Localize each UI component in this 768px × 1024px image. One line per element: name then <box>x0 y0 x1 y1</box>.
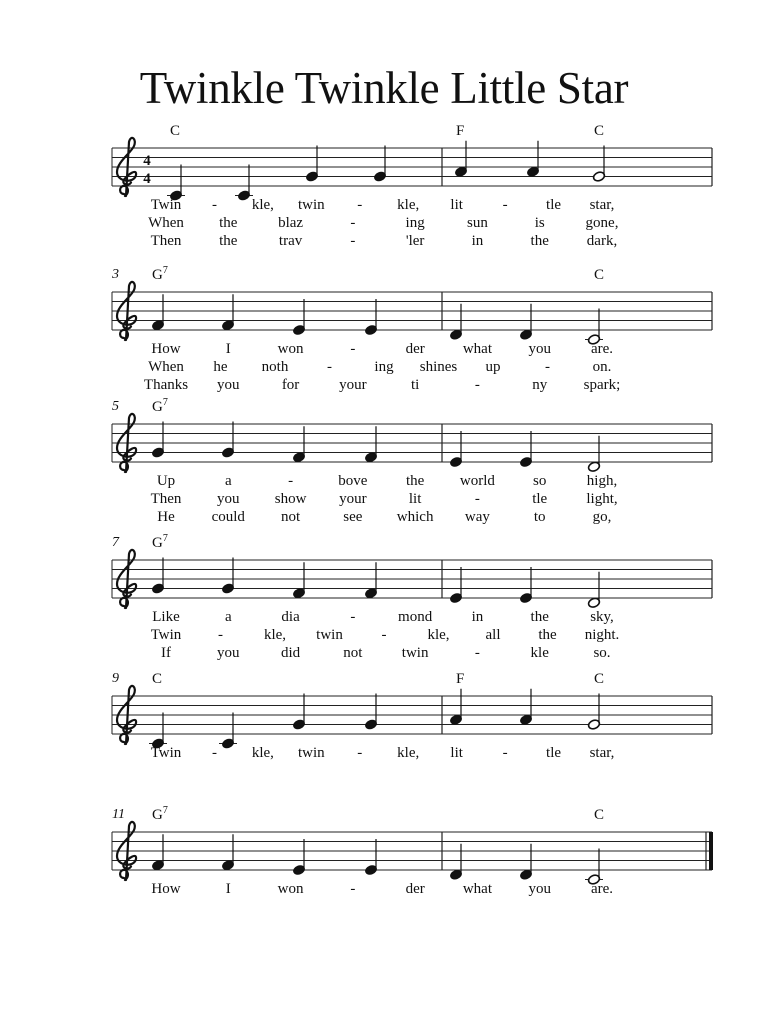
half-note <box>587 694 600 731</box>
lyric-syllable: tle <box>546 745 562 761</box>
lyric-syllable: noth <box>261 359 289 375</box>
lyric-syllable: to <box>533 509 546 525</box>
lyric-syllable: kle, <box>397 745 420 761</box>
lyric-syllable: mond <box>398 609 433 625</box>
lyric-syllable: are. <box>590 341 614 357</box>
lyric-syllable: kle, <box>397 197 420 213</box>
lyric-syllable: tle <box>546 197 562 213</box>
chord-symbol: F <box>456 671 465 687</box>
lyric-syllable: are. <box>590 881 614 897</box>
lyric-syllable: on. <box>592 359 612 375</box>
lyric-syllable: for <box>281 377 300 393</box>
lyric-syllable: - <box>218 627 223 643</box>
measure-number: 5 <box>112 399 119 414</box>
quarter-note <box>449 844 462 881</box>
quarter-note <box>167 165 185 202</box>
lyric-syllable: - <box>474 645 480 661</box>
lyric-syllable: the <box>538 627 557 643</box>
lyric-syllable: - <box>327 359 332 375</box>
measure-number: 9 <box>112 671 119 686</box>
lyric-syllable: bove <box>338 473 368 489</box>
lyric-syllable: what <box>462 881 493 897</box>
lyric-syllable: Twin <box>150 745 182 761</box>
lyric-syllable: all <box>485 627 501 643</box>
chord-symbol: C <box>594 807 605 823</box>
lyric-syllable: the <box>219 215 238 231</box>
lyric-syllable: the <box>530 233 549 249</box>
lyric-syllable: I <box>225 881 231 897</box>
lyric-syllable: high, <box>586 473 618 489</box>
lyric-syllable: could <box>211 509 245 525</box>
lyric-syllable: trav <box>278 233 303 249</box>
quarter-note <box>364 562 377 599</box>
lyric-syllable: dia <box>281 609 300 625</box>
lyric-syllable: light, <box>586 491 618 507</box>
half-note <box>585 849 603 886</box>
quarter-note <box>219 713 237 750</box>
chord-symbol: $G^7$ <box>152 265 168 283</box>
lyric-syllable: sky, <box>590 609 614 625</box>
quarter-note <box>221 422 234 459</box>
staff-system <box>111 265 712 393</box>
quarter-note <box>151 834 164 871</box>
quarter-note <box>364 426 377 463</box>
lyric-syllable: - <box>357 745 363 761</box>
lyric-syllable: the <box>530 609 549 625</box>
lyric-syllable: your <box>339 491 367 507</box>
lyric-syllable: you <box>528 881 551 897</box>
lyric-syllable: When <box>148 215 184 231</box>
quarter-note <box>235 165 253 202</box>
quarter-note <box>292 299 305 336</box>
lyric-syllable: Thanks <box>143 377 189 393</box>
lyric-syllable: in <box>471 609 484 625</box>
half-note <box>592 146 605 183</box>
lyric-syllable: kle, <box>427 627 450 643</box>
lyric-syllable: night. <box>584 627 620 643</box>
chord-symbol: $G^7$ <box>152 805 168 823</box>
lyric-syllable: - <box>502 745 508 761</box>
lyric-syllable: tle <box>532 491 548 507</box>
quarter-note <box>373 146 386 183</box>
lyric-syllable: way <box>464 509 490 525</box>
lyric-syllable: spark; <box>583 377 621 393</box>
quarter-note <box>151 422 164 459</box>
quarter-note <box>292 562 305 599</box>
quarter-note <box>292 839 305 876</box>
lyric-syllable: so <box>533 473 547 489</box>
lyric-syllable: he <box>213 359 228 375</box>
quarter-note <box>519 689 532 726</box>
lyric-syllable: Twin <box>150 627 182 643</box>
half-note <box>587 436 600 473</box>
lyric-syllable: - <box>545 359 550 375</box>
lyric-syllable: Then <box>150 491 182 507</box>
quarter-note <box>519 304 532 341</box>
lyric-syllable: - <box>474 491 480 507</box>
lyric-syllable: I <box>225 341 231 357</box>
lyric-syllable: which <box>396 509 434 525</box>
quarter-note <box>221 834 234 871</box>
lyric-syllable: lit <box>408 491 422 507</box>
chord-superscript: 7 <box>162 265 168 276</box>
lyric-syllable: Like <box>152 609 180 625</box>
lyric-syllable: der <box>405 881 425 897</box>
lyric-syllable: kle, <box>251 745 274 761</box>
measure-number: 3 <box>112 267 119 282</box>
lyric-syllable: won <box>277 341 304 357</box>
lyric-syllable: kle <box>530 645 549 661</box>
lyric-syllable: twin <box>401 645 429 661</box>
lyric-syllable: show <box>274 491 307 507</box>
time-signature-bottom: 4 <box>143 171 151 187</box>
lyric-syllable: - <box>211 197 217 213</box>
quarter-note <box>221 294 234 331</box>
quarter-note <box>221 558 234 595</box>
lyric-syllable: not <box>343 645 363 661</box>
lyric-syllable: a <box>224 609 232 625</box>
lyric-syllable: 'ler <box>405 233 425 249</box>
lyric-syllable: so. <box>593 645 611 661</box>
lyric-syllable: star, <box>589 197 615 213</box>
lyric-syllable: won <box>277 881 304 897</box>
lyric-syllable: - <box>474 377 480 393</box>
lyric-syllable: ti <box>410 377 420 393</box>
lyric-syllable: you <box>217 491 240 507</box>
lyric-syllable: Up <box>156 473 176 489</box>
lyric-syllable: - <box>350 215 356 231</box>
lyric-syllable: He <box>157 509 175 525</box>
lyric-syllable: world <box>459 473 495 489</box>
lyric-syllable: When <box>148 359 184 375</box>
lyric-syllable: the <box>219 233 238 249</box>
lyric-syllable: shines <box>419 359 458 375</box>
lyric-syllable: did <box>280 645 301 661</box>
lyric-syllable: - <box>350 233 356 249</box>
quarter-note <box>519 844 532 881</box>
lyric-syllable: - <box>350 341 356 357</box>
lyric-syllable: - <box>357 197 363 213</box>
half-note <box>587 572 600 609</box>
quarter-note <box>151 294 164 331</box>
chord-symbol: C <box>594 267 605 283</box>
lyric-syllable: you <box>217 645 240 661</box>
lyric-syllable: twin <box>297 197 325 213</box>
lyric-syllable: lit <box>450 745 463 761</box>
half-note <box>585 309 603 346</box>
measure-number: 11 <box>112 807 125 822</box>
chord-superscript: 7 <box>162 805 168 816</box>
chord-superscript: 7 <box>162 397 168 408</box>
lyric-syllable: ing <box>405 215 425 231</box>
lyric-syllable: you <box>217 377 240 393</box>
quarter-note <box>526 141 539 178</box>
staff-system <box>112 397 712 525</box>
time-signature-top: 4 <box>143 153 151 169</box>
staff-system <box>112 671 712 761</box>
lyric-syllable: - <box>288 473 294 489</box>
staff-system <box>112 533 712 661</box>
lyric-syllable: your <box>339 377 367 393</box>
chord-symbol: C <box>152 671 163 687</box>
chord-symbol: $G^7$ <box>152 397 168 415</box>
lyric-syllable: a <box>224 473 232 489</box>
lyric-syllable: kle, <box>263 627 287 643</box>
lyric-syllable: up <box>485 359 501 375</box>
lyric-syllable: in <box>471 233 484 249</box>
lyric-syllable: Twin <box>150 197 182 213</box>
lyric-syllable: - <box>350 881 356 897</box>
quarter-note <box>149 713 167 750</box>
lyric-syllable: der <box>405 341 425 357</box>
lyric-syllable: dark, <box>586 233 618 249</box>
lyric-syllable: - <box>381 627 387 643</box>
lyric-syllable: the <box>405 473 425 489</box>
lyric-syllable: kle, <box>251 197 274 213</box>
lyric-syllable: what <box>462 341 493 357</box>
chord-symbol: C <box>170 123 181 139</box>
lyric-syllable: Then <box>150 233 182 249</box>
lyric-syllable: lit <box>450 197 463 213</box>
quarter-note <box>364 299 377 336</box>
staff-system <box>112 805 713 897</box>
lyric-syllable: twin <box>297 745 325 761</box>
quarter-note <box>305 146 318 183</box>
lyric-syllable: How <box>151 881 181 897</box>
lyric-syllable: blaz <box>278 215 304 231</box>
lyric-syllable: ing <box>374 359 394 375</box>
chord-superscript: 7 <box>162 533 168 544</box>
chord-symbol: F <box>456 123 465 139</box>
lyric-syllable: star, <box>589 745 615 761</box>
quarter-note <box>454 141 467 178</box>
lyric-syllable: How <box>151 341 181 357</box>
quarter-note <box>151 558 164 595</box>
lyric-syllable: go, <box>592 509 612 525</box>
quarter-note <box>449 689 462 726</box>
staff-system <box>112 123 712 249</box>
lyric-syllable: - <box>211 745 217 761</box>
quarter-note <box>292 694 305 731</box>
quarter-note <box>449 431 462 468</box>
measure-number: 7 <box>112 535 119 550</box>
lyric-syllable: - <box>350 609 356 625</box>
quarter-note <box>292 426 305 463</box>
quarter-note <box>449 567 462 604</box>
song-title: Twinkle Twinkle Little Star <box>139 63 629 113</box>
lyric-syllable: not <box>280 509 301 525</box>
lyric-syllable: - <box>502 197 508 213</box>
chord-symbol: C <box>594 671 605 687</box>
lyric-syllable: If <box>161 645 171 661</box>
final-barline <box>709 832 713 870</box>
lyric-syllable: see <box>343 509 363 525</box>
lyric-syllable: sun <box>467 215 488 231</box>
quarter-note <box>449 304 462 341</box>
chord-symbol: $G^7$ <box>152 533 168 551</box>
quarter-note <box>364 694 377 731</box>
lyric-syllable: ny <box>532 377 548 393</box>
quarter-note <box>364 839 377 876</box>
lyric-syllable: is <box>534 215 545 231</box>
lyric-syllable: gone, <box>585 215 619 231</box>
quarter-note <box>519 431 532 468</box>
lyric-syllable: you <box>528 341 551 357</box>
lyric-syllable: twin <box>316 627 343 643</box>
chord-symbol: C <box>594 123 605 139</box>
quarter-note <box>519 567 532 604</box>
